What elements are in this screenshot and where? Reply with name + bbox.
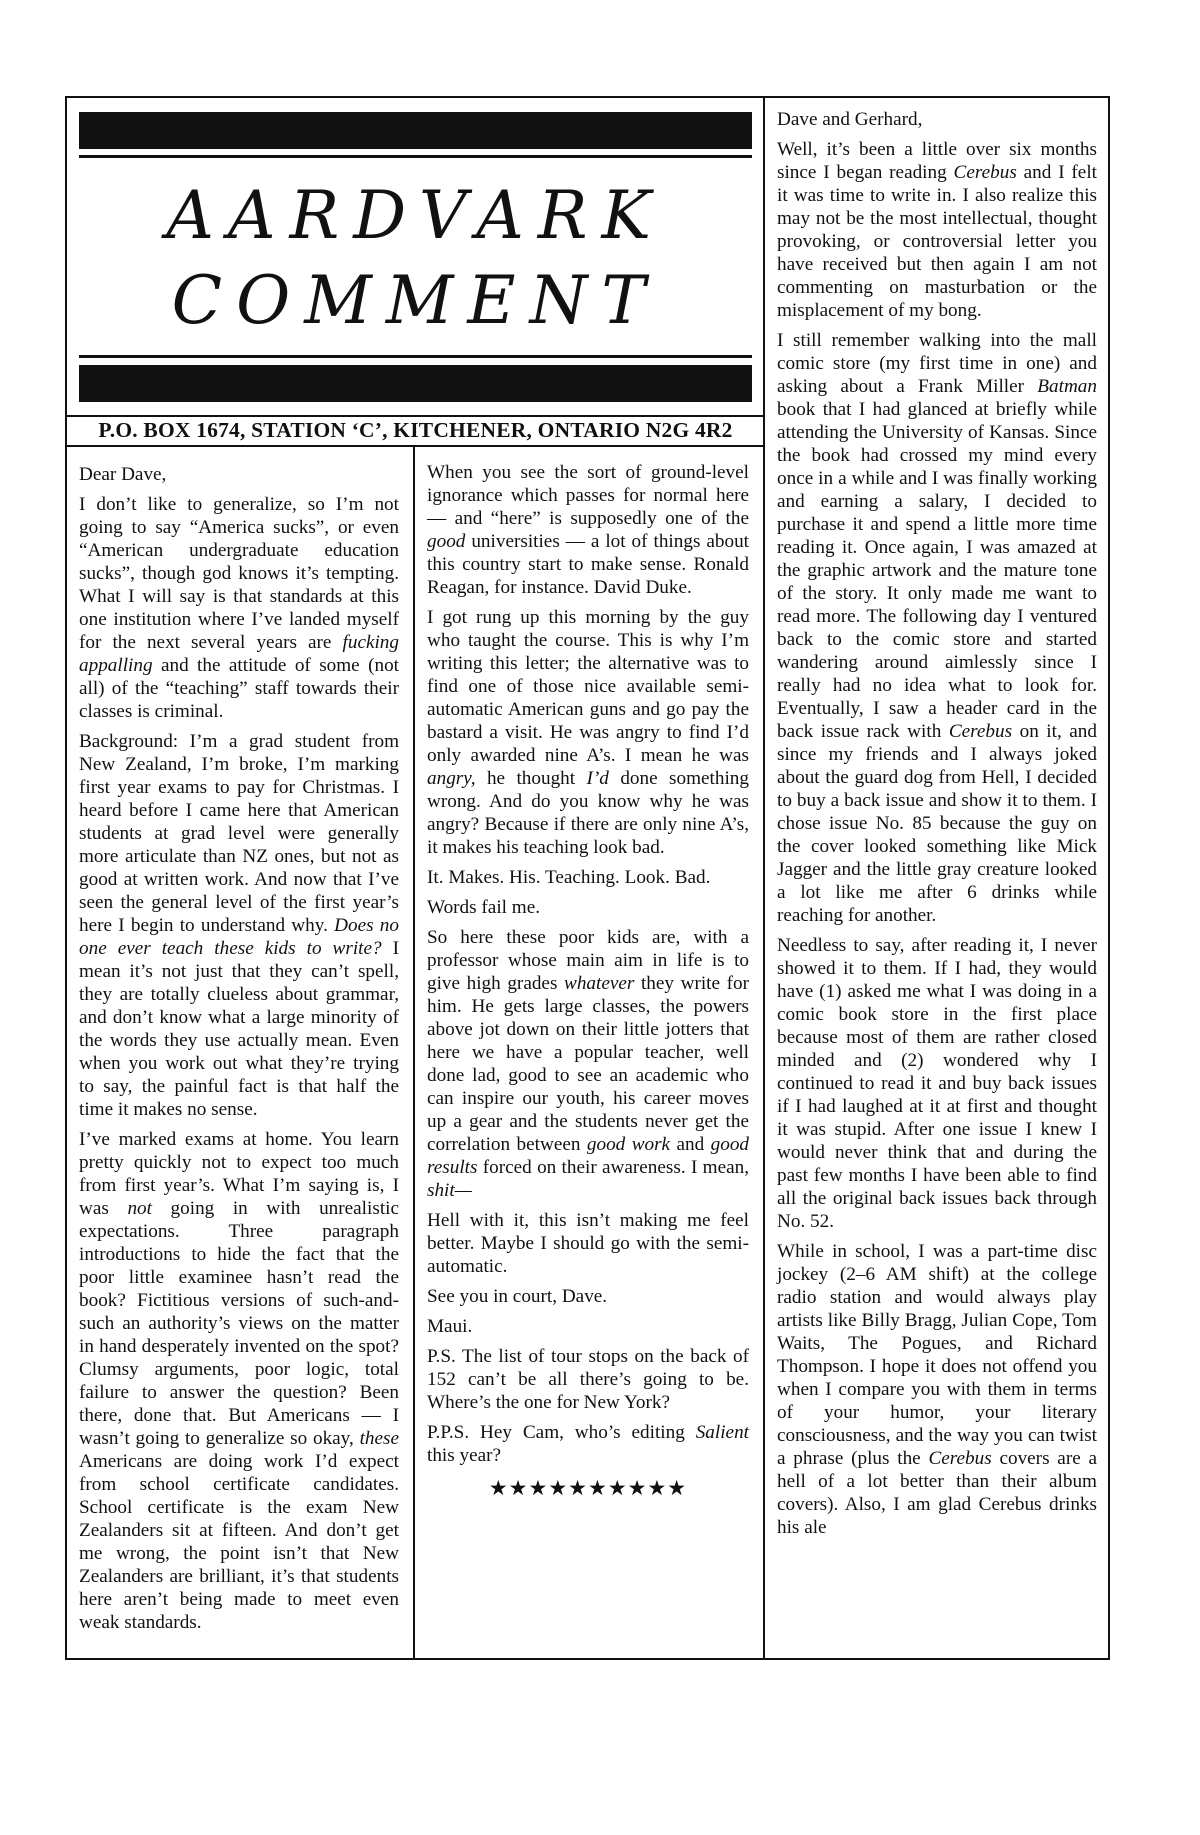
column-right: [777, 108, 1097, 1539]
letter1-paragraph-2: Background: I’m a grad student from New Zealand, I’m broke, I’m marking first year exams to pay for Christmas. I heard before I came here that American students at grad level were generally more articulate than NZ ones, but not as good at written work. And now that I’ve seen the general level of the first year’s here I begin to understand why. Does no one ever teach these kids to write? I mean it’s not just that they can’t spell, they are totally clueless about grammar, and don’t know what a large minority of the words they use actually mean. Even when you work out what they’re trying to say, the painful fact is that half the time it makes no sense.: [79, 731, 399, 1120]
masthead: [67, 98, 764, 415]
letter1-post-postscript: P.P.S. Hey Cam, who’s editing Salient this year?: [427, 1422, 749, 1466]
letter2-paragraph-1: Well, it’s been a little over six months since I began reading Cerebus and I felt it was time to write in. I also realize this may not be the most intellectual, thought provoking, or controversial letter you have received but then again I am not commenting on masturbation or the misplacement of my bong.: [777, 139, 1097, 321]
letter1-signature: Maui.: [427, 1316, 473, 1337]
address-bottom-rule: [65, 445, 765, 447]
masthead-bottom-thin-rule: [79, 355, 752, 358]
letter1-paragraph-7: Words fail me.: [427, 897, 541, 918]
letter1-paragraph-5: I got rung up this morning by the guy who taught the course. This is why I’m writing this letter; the alternative was to find one of those nice available semi-automatic American guns and go pay the bastard a visit. He was angry to find I’d only awarded nine A’s. I mean he was angry, he thought I’d done something wrong. And do you know why he was angry? Because if there are only nine A’s, it makes his teaching look bad.: [427, 607, 749, 858]
letter1-paragraph-3: I’ve marked exams at home. You learn pretty quickly not to expect too much from first year’s. What I’m saying is, I was not going in with unrealistic expectations. Three paragraph introductions to hide the fact that the poor little examinee hasn’t read the book? Fictitious versions of such-and-such an authority’s views on the matter in hand desperately invented on the spot? Clumsy arguments, poor logic, total failure to answer the question? Been there, done that. But Americans — I wasn’t going to generalize so okay, these Americans are doing work I’d expect from school certificate candidates. School certificate is the exam New Zealanders sit at fifteen. And don’t get me wrong, the point isn’t that New Zealanders are brilliant, it’s that students here aren’t being made to meet even weak standards.: [79, 1129, 399, 1633]
masthead-title-line1: AARDVARK: [166, 177, 665, 254]
letter1-paragraph-6: It. Makes. His. Teaching. Look. Bad.: [427, 867, 711, 888]
letter1-salutation: Dear Dave,: [79, 464, 167, 485]
column-middle: [427, 461, 749, 1500]
masthead-bottom-rule: [65, 415, 765, 417]
letter1-postscript: P.S. The list of tour stops on the back of 152 can’t be all there’s going to be. Where’s the one for New York?: [427, 1346, 749, 1413]
letter2-salutation: Dave and Gerhard,: [777, 109, 923, 130]
masthead-top-rule: [79, 155, 752, 158]
separator-stars: ★★★★★★★★★★: [488, 1476, 688, 1500]
letter1-paragraph-10: See you in court, Dave.: [427, 1286, 608, 1307]
column-divider-middle: [413, 445, 415, 1660]
column-left: [79, 463, 399, 1634]
masthead-title-line2: COMMENT: [171, 262, 660, 339]
masthead-top-bar: [79, 112, 752, 149]
letter1-paragraph-1: I don’t like to generalize, so I’m not going to say “America sucks”, or even “American undergraduate education sucks”, though god knows it’s tempting. What I will say is that standards at this one institution where I’ve landed myself for the next several years are fucking appalling and the attitude of some (not all) of the “teaching” staff towards their classes is criminal.: [79, 494, 399, 722]
letter1-paragraph-9: Hell with it, this isn’t making me feel better. Maybe I should go with the semi-automatic.: [427, 1210, 749, 1277]
mailing-address: P.O. BOX 1674, STATION ‘C’, KITCHENER, ONTARIO N2G 4R2: [98, 418, 733, 442]
letter2-paragraph-4: While in school, I was a part-time disc jockey (2–6 AM shift) at the college radio station and would always play artists like Billy Bragg, Julian Cope, Tom Waits, The Pogues, and Richard Thompson. I hope it does not offend you when I compare you with them in terms of your humor, your literary consciousness, and the way you can twist a phrase (plus the Cerebus covers are a hell of a lot better than their album covers). Also, I am glad Cerebus drinks his ale: [777, 1241, 1097, 1538]
letter2-paragraph-2: I still remember walking into the mall comic store (my first time in one) and asking about a Frank Miller Batman book that I had glanced at briefly while attending the University of Kansas. Since the book had crossed my mind every once in a while and I was finally working and earning a salary, I decided to purchase it and spend a little more time reading it. Once again, I was amazed at the graphic artwork and the mature tone of the story. It only made me want to read more. The following day I ventured back to the comic store and started wandering around aimlessly since I really had no idea what to look for. Eventually, I saw a header card in the back issue rack with Cerebus on it, and since my friends and I always joked about the guard dog from Hell, I decided to buy a back issue and show it to them. I chose issue No. 85 because the guy on the cover looked something like Mick Jagger and the little gray creature looked a lot like me after 6 drinks while reaching for another.: [777, 330, 1097, 926]
letter1-paragraph-8: So here these poor kids are, with a professor whose main aim in life is to give high grades whatever they write for him. He gets large classes, the powers above jot down on their little jotters that here we have a popular teacher, well done lad, good to see an academic who can inspire our youth, his career moves up a gear and the students never get the correlation between good work and good results forced on their awareness. I mean, shit—: [427, 927, 750, 1201]
letter2-paragraph-3: Needless to say, after reading it, I never showed it to them. If I had, they would have (1) asked me what I was doing in a comic book store in the first place because most of them are rather closed minded and (2) wondered why I continued to read it and buy back issues if I had laughed at it at first and thought it was stupid. After one issue I knew I would never think that and during the past few months I have been able to find all the original back issues back through No. 52.: [777, 935, 1097, 1232]
masthead-bottom-bar: [79, 365, 752, 402]
letter1-paragraph-4: When you see the sort of ground-level ignorance which passes for normal here — and “here” is supposedly one of the good universities — a lot of things about this country start to make sense. Ronald Reagan, for instance. David Duke.: [427, 462, 749, 598]
